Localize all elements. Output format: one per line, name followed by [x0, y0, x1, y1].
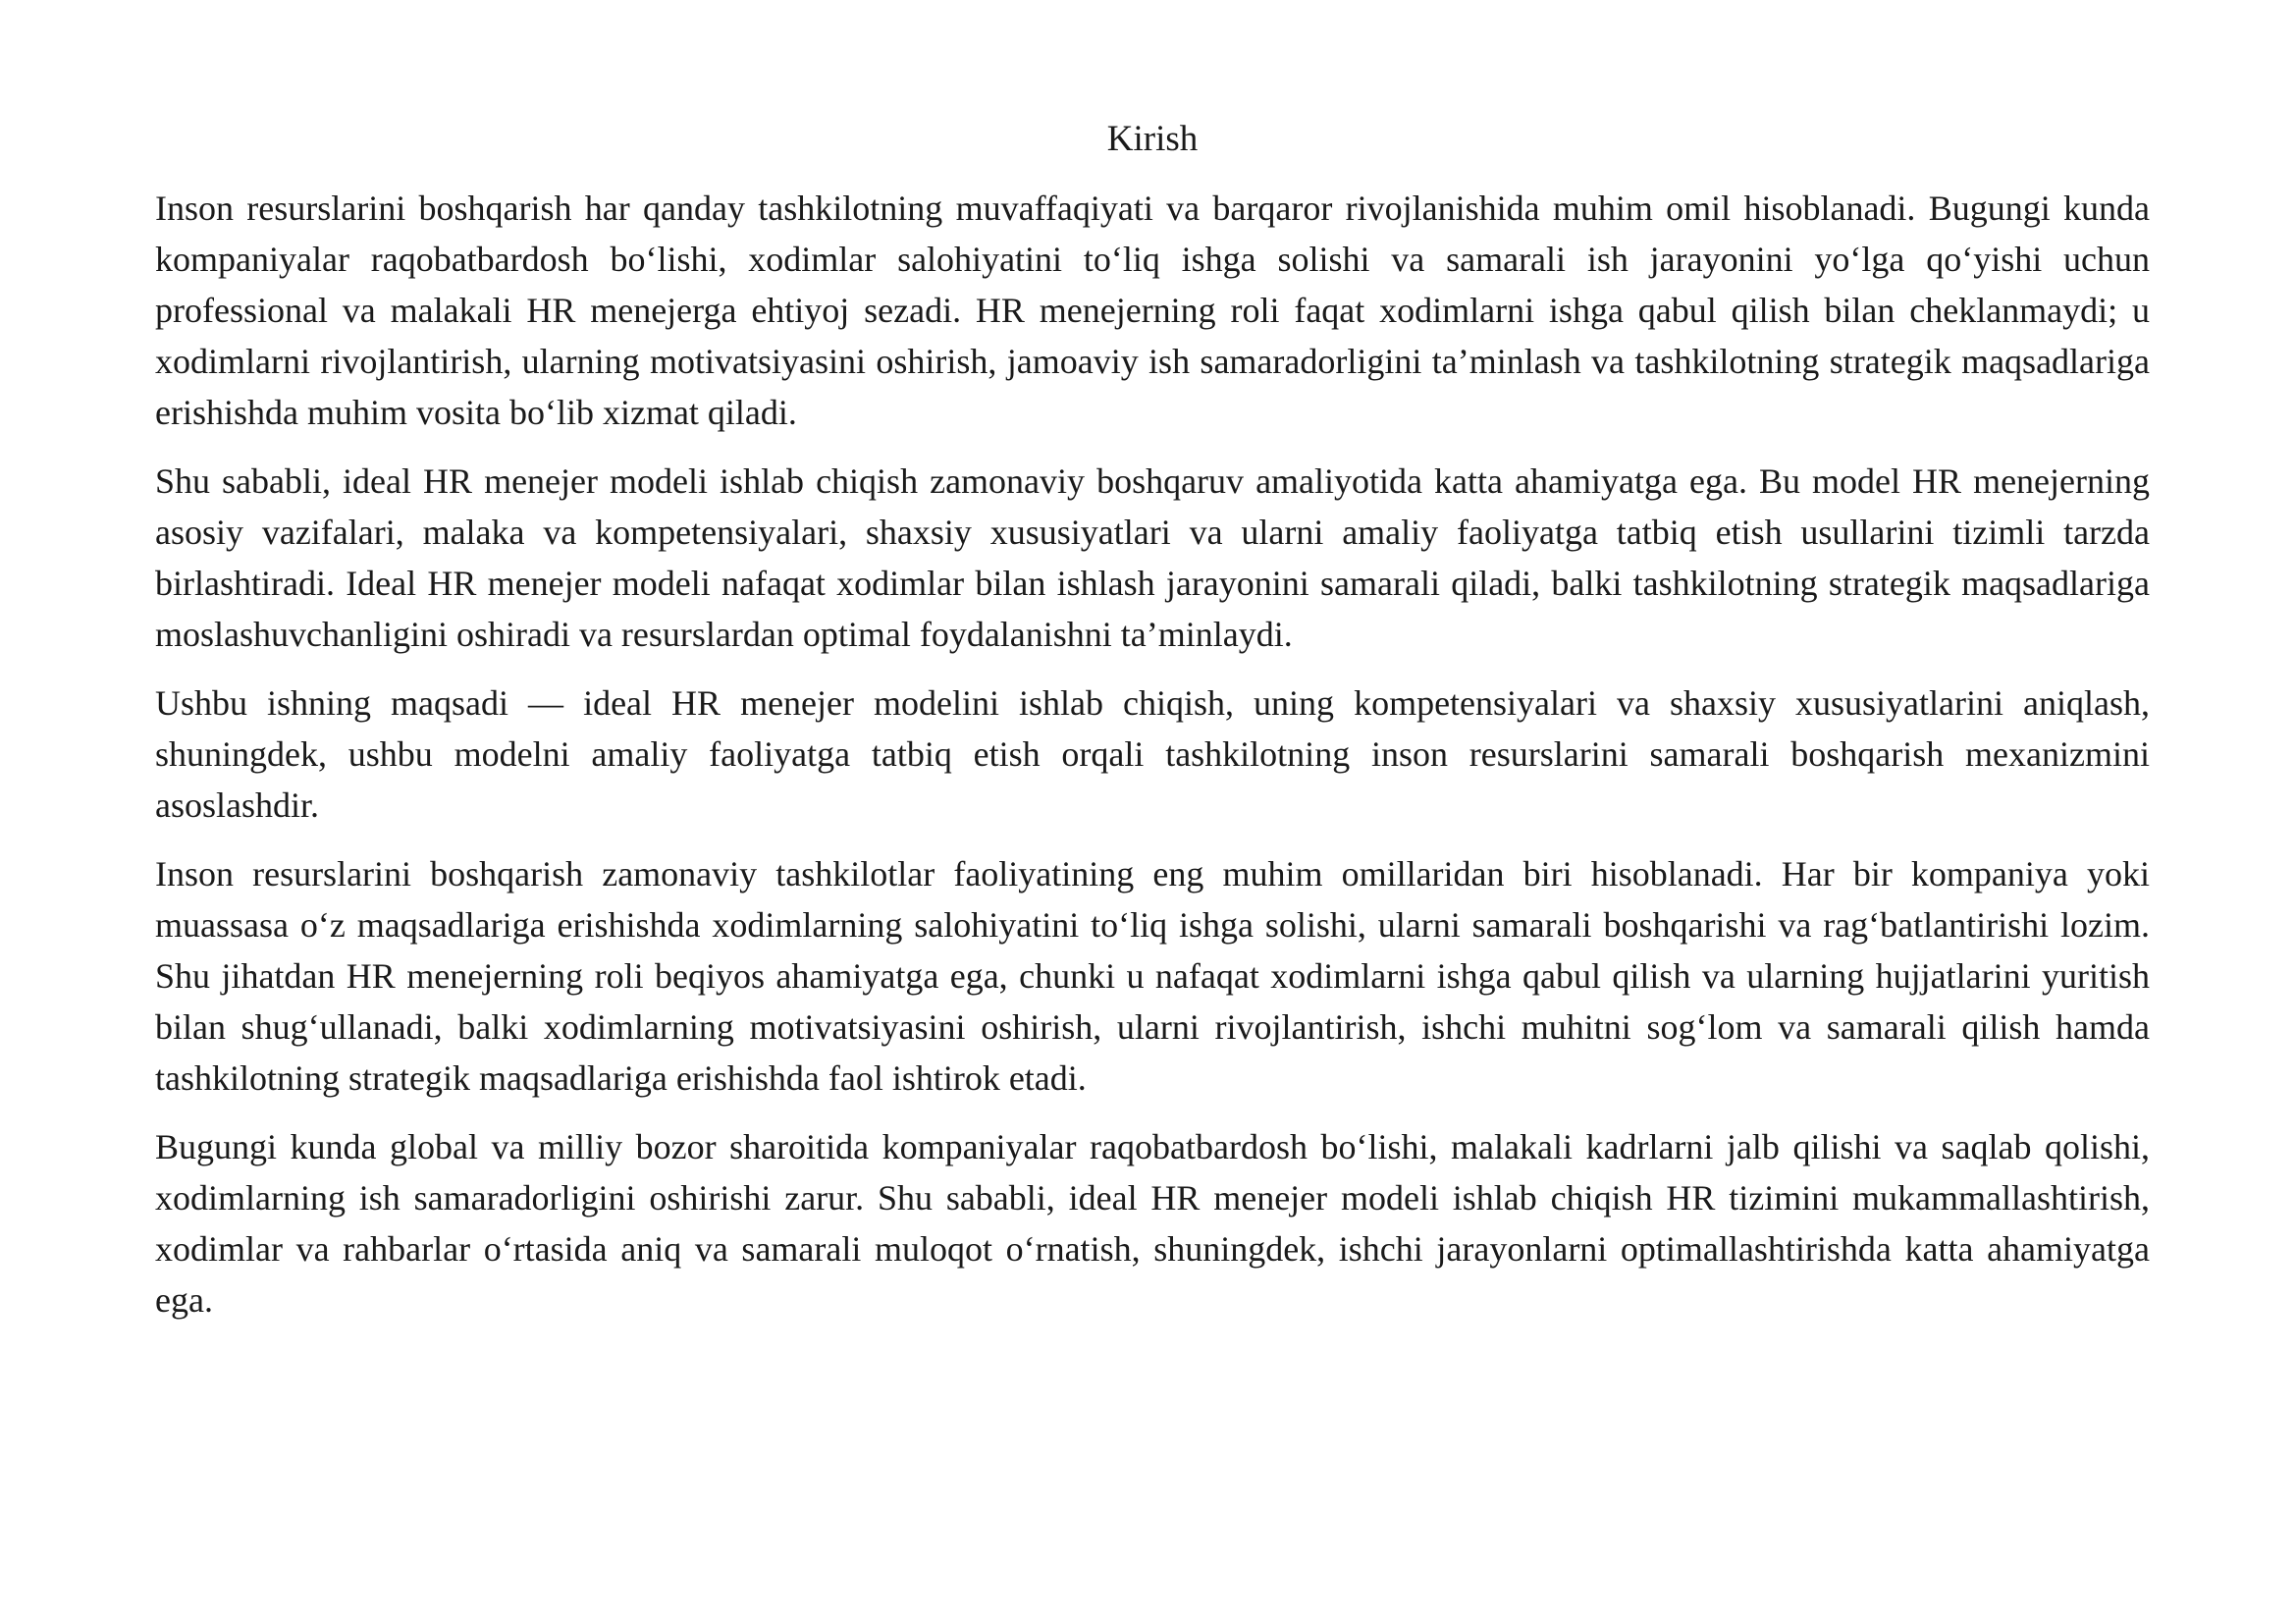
paragraph-1: Inson resurslarini boshqarish har qanday tashkilotning muvaffaqiyati va barqaror rivojlanishida muhim omil hisoblanadi. Bugungi kunda kompaniyalar raqobatbardosh bo‘lishi, xodimlar salohiyatini to‘liq ishga solishi va samarali ish jarayonini yo‘lga qo‘yishi uchun professional va malakali HR menejerga ehtiyoj sezadi. HR menejerning roli faqat xodimlarni ishga qabul qilish bilan cheklanmaydi; u xodimlarni rivojlantirish, ularning motivatsiyasini oshirish, jamoaviy ish samaradorligini ta’minlash va tashkilotning strategik maqsadlariga erishishda muhim vosita bo‘lib xizmat qiladi. — [155, 189, 2150, 432]
paragraph-2: Shu sababli, ideal HR menejer modeli ishlab chiqish zamonaviy boshqaruv amaliyotida katta ahamiyatga ega. Bu model HR menejerning asosiy vazifalari, malaka va kompetensiyalari, shaxsiy xususiyatlari va ularni amaliy faoliyatga tatbiq etish usullarini tizimli tarzda birlashtiradi. Ideal HR menejer modeli nafaqat xodimlar bilan ishlash jarayonini samarali qiladi, balki tashkilotning strategik maqsadlariga moslashuvchanligini oshiradi va resurslardan optimal foydalanishni ta’minlaydi. — [155, 461, 2150, 654]
paragraph-4: Inson resurslarini boshqarish zamonaviy tashkilotlar faoliyatining eng muhim omillaridan biri hisoblanadi. Har bir kompaniya yoki muassasa o‘z maqsadlariga erishishda xodimlarning salohiyatini to‘liq ishga solishi, ularni samarali boshqarishi va rag‘batlantirishi lozim. Shu jihatdan HR menejerning roli beqiyos ahamiyatga ega, chunki u nafaqat xodimlarni ishga qabul qilish va ularning hujjatlarini yuritish bilan shug‘ullanadi, balki xodimlarning motivatsiyasini oshirish, ularni rivojlantirish, ishchi muhitni sog‘lom va samarali qilish hamda tashkilotning strategik maqsadlariga erishishda faol ishtirok etadi. — [155, 854, 2150, 1098]
document-page — [155, 114, 2150, 1343]
paragraph-5: Bugungi kunda global va milliy bozor sharoitida kompaniyalar raqobatbardosh bo‘lishi, malakali kadrlarni jalb qilishi va saqlab qolishi, xodimlarning ish samaradorligini oshirishi zarur. Shu sababli, ideal HR menejer modeli ishlab chiqish HR tizimini mukammallashtirish, xodimlar va rahbarlar o‘rtasida aniq va samarali muloqot o‘rnatish, shuningdek, ishchi jarayonlarni optimallashtirishda katta ahamiyatga ega. — [155, 1127, 2150, 1320]
paragraph-3: Ushbu ishning maqsadi — ideal HR menejer modelini ishlab chiqish, uning kompetensiyalari va shaxsiy xususiyatlarini aniqlash, shuningdek, ushbu modelni amaliy faoliyatga tatbiq etish orqali tashkilotning inson resurslarini samarali boshqarish mexanizmini asoslashdir. — [155, 683, 2150, 825]
document-title: Kirish — [1106, 119, 1199, 159]
